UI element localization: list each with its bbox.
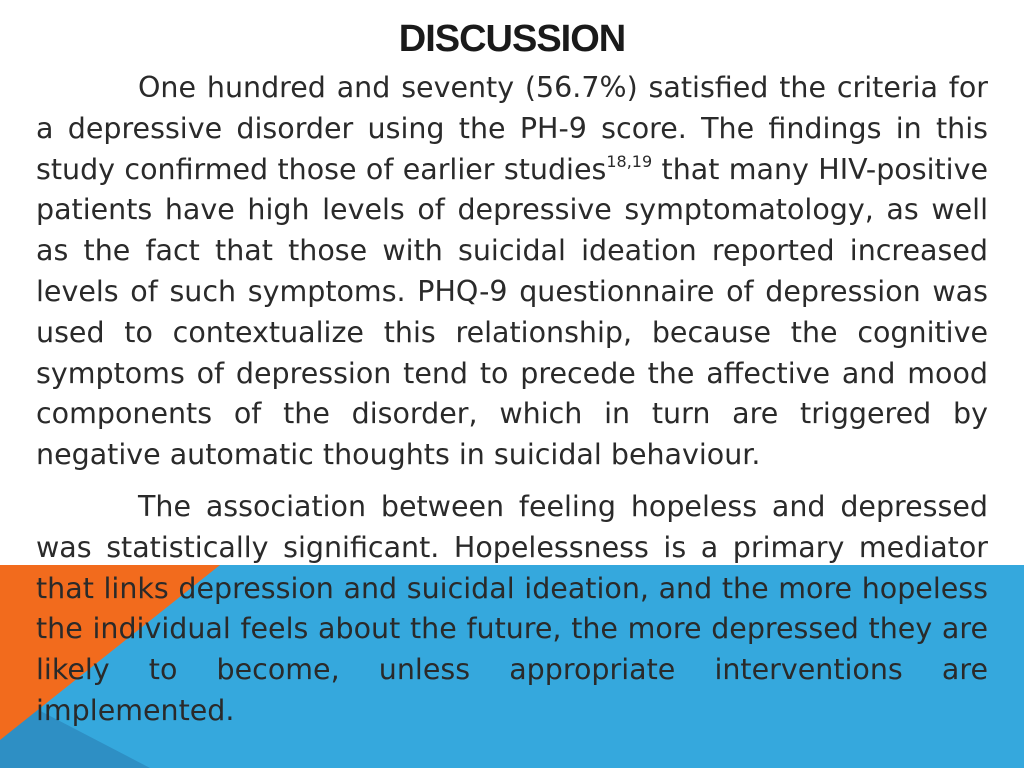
slide-title: DISCUSSION	[398, 18, 626, 60]
citation-superscript: 18,19	[606, 151, 653, 171]
paragraph-1-text-end: that many HIV-positive patients have high levels of depressive symptomatology, as well as the fact that those with suicidal ideation reported increased levels of such symptoms. PHQ-9 questionnaire of depression was used to contextualize this relationship, because the cognitive symptoms of depression tend to precede the affective and mood components of the disorder, which in turn are triggered by negative automatic thoughts in suicidal behaviour.	[36, 152, 989, 472]
paragraph-1	[36, 68, 988, 476]
paragraph-2: The association between feeling hopeless and depressed was statistically significant. Hopelessness is a primary mediator that links depression and suicidal ideation, and the more hopeless the individual feels about the future, the more depressed they are likely to become, unless appropriate interventions are implemented.	[36, 489, 988, 727]
body-text	[36, 68, 988, 732]
paragraph-1-text-start: One hundred and seventy (56.7%) satisfied the criteria for a depressive disorder using the PH-9 score. The findings in this study confirmed those of earlier studies	[36, 71, 988, 186]
